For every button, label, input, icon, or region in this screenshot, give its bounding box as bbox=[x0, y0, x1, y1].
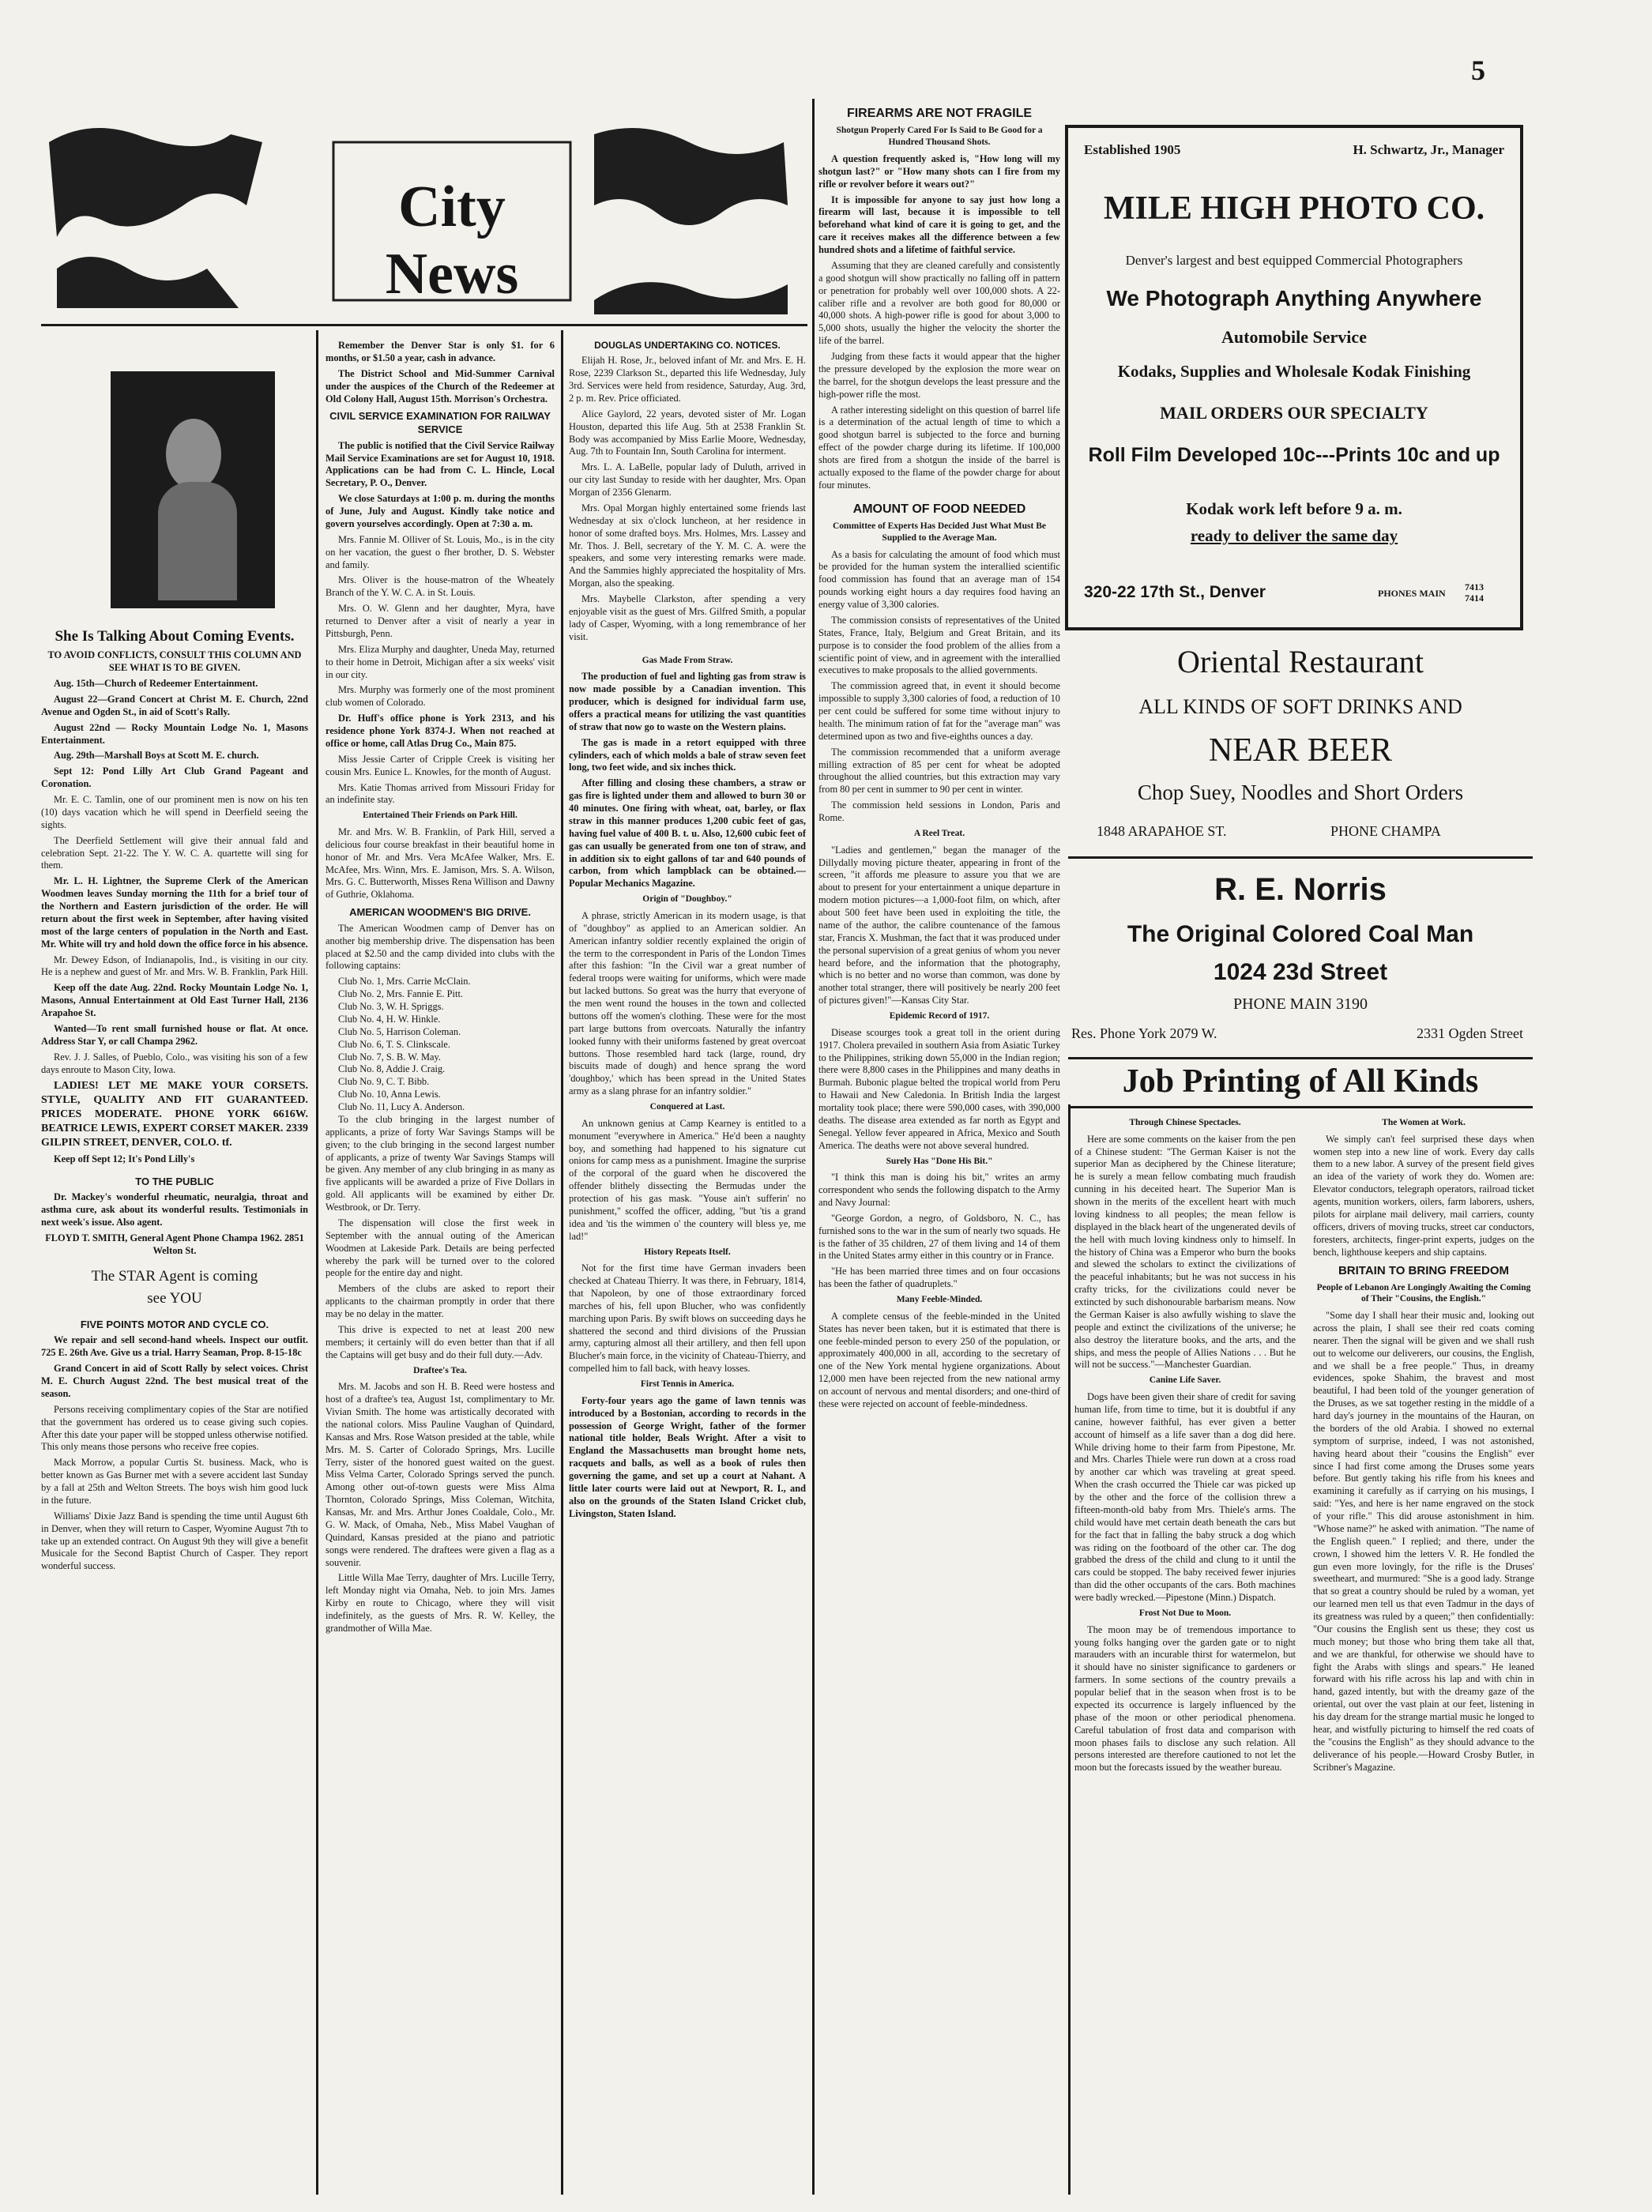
ad-oriental-line1: ALL KINDS OF SOFT DRINKS AND bbox=[1138, 695, 1462, 718]
event-item: Aug. 29th—Marshall Boys at Scott M. E. church. bbox=[54, 750, 259, 762]
masthead-scroll-bottom bbox=[57, 257, 239, 308]
ad-photo-tagline: Denver's largest and best equipped Commercial Photographers bbox=[1125, 253, 1463, 268]
renew-notice: Remember the Denver Star is only $1. for 6 months, or $1.50 a year, cash in advance. bbox=[326, 340, 555, 363]
photo-figure bbox=[166, 419, 221, 490]
huff-notice: Dr. Huff's office phone is York 2313, and his residence phone York 8374-J. When not reached at office or home, call Atlas Drug Co., Main 875. bbox=[326, 713, 555, 749]
ad-oriental-line2: NEAR BEER bbox=[1208, 732, 1393, 769]
dough-body: A phrase, strictly American in its modern usage, is that of "doughboy" as applied to an American soldier. An American infantry soldier recently explained the origin of the term to the correspondent in Paris of the London Times after this fashion: "In the Civil war a great number of federal troops were waiting for uniforms, which were made but lacked buttons. So great was the hurry that everyone of the men went round the houses in the town and collected buttons off the women's clothing. These were for the most part large buttons from overcoats. Naturally the infantry looked funny with their uniforms fastened by great overcoat buttons. Those resembled hard tack (large, round, dry biscuits made of dough) and hence sprang the word 'doughboy,' which has been spread in the United States army as a slang phrase for an infantry soldier." bbox=[569, 909, 806, 1097]
bit-heading: Surely Has "Done His Bit." bbox=[886, 1156, 993, 1166]
food-heading: AMOUNT OF FOOD NEEDED bbox=[852, 502, 1026, 516]
ad-photo-phones-label: PHONES MAIN bbox=[1378, 588, 1446, 599]
entertained-body: Mr. and Mrs. W. B. Franklin, of Park Hill, served a delicious four course breakfast in their beautiful home in honor of Mr. and Mrs. Vera McAfee Walker, Mrs. E. McAfee, Mrs. Winn, Mrs. E. Jamison, Mrs. S. A. Wilson, Mrs. G. C. Butterworth, Misses Rena Willison and Dawny of Guthrie, Oklahoma. bbox=[326, 826, 555, 901]
masthead-scroll-right bbox=[594, 128, 788, 225]
news-item: Mrs. Oliver is the house-matron of the Wheately Branch of the Y. W. C. A. in St. Louis. bbox=[326, 574, 555, 599]
news-item: Williams' Dixie Jazz Band is spending the time until August 6th in Denver, when they will return to Casper, Wyomine August 7th to take up an extended contract. On August 9th they will give a benefit Musicale for the Second Baptist Church of Casper. They report wonderful success. bbox=[41, 1510, 308, 1572]
star-agent-line1: The STAR Agent is coming bbox=[91, 1267, 258, 1285]
photo-figure-body bbox=[158, 482, 237, 600]
woodmen-body: Members of the clubs are asked to report their applicants to the chairman promptly in order that there may be no delay in the matter. bbox=[326, 1283, 555, 1320]
obituary: Elijah H. Rose, Jr., beloved infant of Mr. and Mrs. E. H. Rose, 2239 Clarkson St., departed this life Wednesday, July 3rd. Services were held from residence, Saturday, Aug. 3rd, 2 p. m. Rev. Price officiated. bbox=[569, 355, 806, 404]
ad-photo-ready: ready to deliver the same day bbox=[1190, 526, 1398, 545]
ad-norris-line2: 1024 23d Street bbox=[1213, 959, 1388, 985]
ad-photo-kodak-work: Kodak work left before 9 a. m. bbox=[1186, 499, 1402, 518]
woodmen-body: To the club bringing in the largest number of applicants, a prize of forty War Savings Stamps will be given; to the club bringing in the second largest number of applicants, a prize of twenty War Savings Stamps will be given. Any member of any club bringing in as many as five applicants will be awarded a prize of Five Dollars in gold. All applicants will be examined by either Dr. Westbrook, or Dr. Terry. bbox=[326, 1113, 555, 1213]
ad-oriental-line3: Chop Suey, Noodles and Short Orders bbox=[1137, 781, 1464, 804]
photo bbox=[111, 371, 275, 608]
epi-body: Disease scourges took a great toll in the orient during 1917. Cholera prevailed in southern Asia from Asiatic Turkey to the Philippines, striking down 55,000 in the Indian region; there were 8,800 cases in the Philippines and many deaths in Burmah. Bubonic plague belted the tropical world from Peru to Hawaii and New Caledonia. In British India the largest mortality took place; there were 590,000 cases, with 390,000 deaths. The disease area extended as far north as Egypt and Senegal. Yellow fever appeared in Africa, Mexico and South America. The deaths were not above several hundred. bbox=[818, 1026, 1060, 1151]
news-item: Mack Morrow, a popular Curtis St. business. Mack, who is better known as Gas Burner met with a severe accident last Sunday by a fall at 25th and Welton Streets. The boys wish him good luck in the future. bbox=[41, 1457, 308, 1506]
ad-mile-high-photo bbox=[1065, 125, 1523, 630]
britain-sub: People of Lebanon Are Longingly Awaiting the Coming of Their "Cousins, the English." bbox=[1316, 1282, 1531, 1304]
bit-body: "He has been married three times and on four occasions has been the father of quadruplets." bbox=[818, 1266, 1060, 1290]
ad-photo-name: MILE HIGH PHOTO CO. bbox=[1103, 190, 1485, 227]
bit-body: "George Gordon, a negro, of Goldsboro, N. C., has furnished sons to the war in the sum of nearly two squads. He is the father of 35 children, 27 of them living and 14 of them in the United States army either in this country or in France. bbox=[818, 1212, 1060, 1262]
epi-heading: Epidemic Record of 1917. bbox=[889, 1011, 990, 1021]
firearms-body: A rather interesting sidelight on this question of barrel life is a determination of the actual length of time to which a good shotgun barrel is subjected to the force and burning effect of the powder charge during its lifetime. If 100,000 shots are fired from a shotgun the inside of the barrel is actually exposed to the flame of the powder charge for about four minutes. bbox=[818, 404, 1060, 491]
event-item: Aug. 15th—Church of Redeemer Entertainment. bbox=[54, 678, 258, 690]
woodmen-body: This drive is expected to net at least 200 new members; it certainly will do even better than that if all the Captains will get busy and do their full duty.—Adv. bbox=[326, 1323, 555, 1360]
ad-norris-phone: PHONE MAIN 3190 bbox=[1233, 995, 1368, 1013]
douglas-heading: DOUGLAS UNDERTAKING CO. NOTICES. bbox=[594, 340, 781, 351]
women-heading: The Women at Work. bbox=[1382, 1118, 1466, 1127]
club-item: Club No. 2, Mrs. Fannie E. Pitt. bbox=[338, 988, 463, 1000]
news-item: The Deerfield Settlement will give their annual fald and celebration Sept. 21-22. The Y. W. C. A. quartette will sing for them. bbox=[41, 834, 308, 871]
photo-caption-title: She Is Talking About Coming Events. bbox=[55, 628, 295, 645]
news-item: Mr. L. H. Lightner, the Supreme Clerk of the American Woodmen leaves Sunday morning the 11th for a brief tour of the Northern and Eastern jurisdiction of the order. He will return about the first week in September, after having visited most of the large centers of population in the North and East. Mr. White will try and hold down the office force in his absence. bbox=[41, 875, 308, 950]
ad-rule bbox=[1068, 856, 1533, 859]
britain-body: "Some day I shall hear their music and, looking out across the plain, I shall see their red coats coming nearer. Then the signal will be given and we shall rush out to welcome our deliverers, our cousins, the English, and we shall be a free people." Thus, in dreamy evidences, spoke Shahim, the bravest and most beautiful, I had been told of the younger generation of the Druses, as we sat together resting in the middle of a hard day's journey in the mountains of the Hauran, on the borders of the old Arabia. I showed no external symptom of surprise, indeed, I was not astonished, having heard about their "cousins the English" ever since I had first come among the Druses some years before. But gently taking his rifle from his knees and examining it carefully as if carrying on his musings, I said: "Yes, and here is her name engraved on the stock of your rifle." This did arouse astonishment in him. "Whose name?" he asked with animation. "The name of the English queen." I replied; and there, under the crown, I showed him the letters V. R. He fondled the gun even more lovingly, for the rifle is the Druses' sweetheart, and murmured: "She is a good lady. Strange that so great a country should be ruled by a woman, yet our learned men tell us that even Tadmur in the days of its greatness was ruled by a queen;" then confidentially: "Our cousins the English sent us these; they cost us much money; but those who bring them take all that, and we are thankful, for otherwise we should have to fight the Arabs with slings and spears." He leaned forward with his rifle across his lap and with chin in hand, gazed intently, but with the dreamy gaze of the oriental, out over the vast plain at our feet, listening in his day dream for the strange martial music he longed to hear, and wistfully picturing to himself the red coats of the "cousins the English" as they should advance to the deliverance of his people.—Howard Crosby Butler, in Scribner's Magazine. bbox=[1313, 1310, 1534, 1773]
page-number: 5 bbox=[1471, 55, 1485, 86]
column-rule-1 bbox=[316, 330, 318, 2195]
tennis-body: Forty-four years ago the game of lawn tennis was introduced by a Bostonian, according to records in the possession of George Wright, father of the former national title holder, Beals Wright. After a visit to England the Massachusetts man brought home nets, racquets and balls, as well as a book of rules then governing the game, and set up a court at Nahant. A little later courts were laid out at Newport, R. I., and also on the grounds of the Staten Island Cricket club, Livingston, Staten Island. bbox=[569, 1394, 806, 1519]
tennis-heading: First Tennis in America. bbox=[640, 1379, 735, 1390]
masthead-rule bbox=[41, 324, 807, 326]
food-sub: Committee of Experts Has Decided Just What Must Be Supplied to the Average Man. bbox=[832, 521, 1046, 543]
ad-oriental-phone: PHONE CHAMPA bbox=[1330, 823, 1441, 839]
ad-photo-auto: Automobile Service bbox=[1221, 327, 1367, 347]
canine-heading: Canine Life Saver. bbox=[1149, 1375, 1221, 1386]
notice: TO AVOID CONFLICTS, CONSULT THIS COLUMN AND SEE WHAT IS TO BE GIVEN. bbox=[47, 649, 302, 674]
firearms-body: It is impossible for anyone to say just how long a firearm will last, because it is impossible to tell beforehand what kind of care it is going to get, and the care it receives makes all the difference between a few hundred shots and a lifetime of faithful service. bbox=[818, 194, 1060, 256]
column-6 bbox=[1313, 1115, 1534, 2196]
district-notice: The District School and Mid-Summer Carnival under the auspices of the Church of the Redeemer at Old Colony Hall, August 15th. Morrison's Orchestra. bbox=[326, 367, 555, 404]
news-item: Mrs. Opal Morgan highly entertained some friends last Wednesday at six o'clock luncheon, at her residence in honor of some drafted boys. Mrs. Holmes, Mrs. Lassey and Mr. Thos. J. Bell, secretary of the Y. M. C. A. were the speakers, and some very interesting remarks were made. And the Sammies highly appreciated the hospitality of Mrs. Morgan, also the speaking. bbox=[569, 502, 806, 589]
club-item: Club No. 9, C. T. Bibb. bbox=[338, 1076, 430, 1088]
obituary: Alice Gaylord, 22 years, devoted sister of Mr. Logan Houston, departed this life Aug. 5th at 2538 Franklin St. Body was accompanied by Miss Earlie Moore, Wednesday, Aug. 7th to Fountain Inn, South Carolina for interment. bbox=[569, 408, 806, 457]
news-item: Mrs. L. A. LaBelle, popular lady of Duluth, arrived in our city last Sunday to reside with her daughter, Mrs. Opan Morgan of 2356 Glenarm. bbox=[569, 461, 806, 498]
news-item: Mr. Dewey Edson, of Indianapolis, Ind., is visiting in our city. He is a nephew and guest of Mr. and Mrs. W. B. Franklin, Park Hill. bbox=[41, 954, 308, 978]
tea-body: Mrs. M. Jacobs and son H. B. Reed were hostess and host of a draftee's tea, August 1st, complimentary to Mr. Vivian Smith. The home was artistically decorated with the national colors. Miss Pauline Vaughan of Quindard, Kansas and Mrs. Rose Watson presided at the table, while Mrs. M. S. Carter of Colorado Springs, Mrs. Lucille Terry, sister of the honored guest waited on the guest. Miss Velma Carter, Colorado Springs served the punch. Among other out-of-town guests were Miss Alma Thornton, Colorado Springs, Miss Coleman, Witchita, Kansas, Mr. and Mrs. Arthur Jones Coaldale, Colo., Mr. G. W. Mack, of Omaha, Neb., Miss Mabel Vaughan of Quindard, Kansas presided at the piano and patriotic songs were rendered. The draftees were given a flag as a souvenir. bbox=[326, 1381, 555, 1568]
moon-heading: Frost Not Due to Moon. bbox=[1138, 1608, 1232, 1618]
masthead bbox=[41, 111, 796, 318]
ad-norris-res-addr: 2331 Ogden Street bbox=[1417, 1025, 1523, 1041]
news-item: Mrs. Murphy was formerly one of the most prominent club women of Colorado. bbox=[326, 684, 555, 709]
ad-norris-line1: The Original Colored Coal Man bbox=[1127, 921, 1474, 947]
club-item: Club No. 8, Addie J. Craig. bbox=[338, 1063, 446, 1075]
firearms-body: Assuming that they are cleaned carefully and consistently a good shotgun will show practically no falling off in pattern or penetration for probably well over 100,000 shots. A 22-caliber rifle and a revolver are both good for 80,000 or 40,000 shots. A high-power rifle is good for about 3,000 to 5,000 shots, usually the higher the velocity the shorter the life of the barrel. bbox=[818, 259, 1060, 347]
masthead-title: City News bbox=[385, 175, 519, 307]
ad-rule bbox=[1068, 1106, 1533, 1108]
hist-heading: History Repeats Itself. bbox=[644, 1247, 731, 1257]
food-body: The commission consists of representatives of the United States, France, Italy, Belgium and Great Britain, and its purpose is to consider the food problem of the allies from a scientific point of view, and in agreement with the interallied executives to make proposals to the allied governments. bbox=[818, 614, 1060, 676]
corset-ad: LADIES! LET ME MAKE YOUR CORSETS. STYLE, QUALITY AND FIT GUARANTEED. PRICES MODERATE. PHONE YORK 6616W. BEATRICE LEWIS, EXPERT CORSET MAKER. 2339 GILPIN STREET, DENVER, COLO. tf. bbox=[41, 1080, 308, 1149]
bit-body: "I think this man is doing his bit," writes an army correspondent who sends the following dispatch to the Army and Navy Journal: bbox=[818, 1172, 1060, 1208]
tea-body: Little Willa Mae Terry, daughter of Mrs. Lucille Terry, left Monday night via Omaha, Neb. to join Mrs. James Kirby en route to Chicago, where they will visit indefinitely, as the guests of Mrs. R. W. Kelley, the grandmother of Willa Mae. bbox=[326, 1572, 555, 1634]
motor-co-body: We repair and sell second-hand wheels. Inspect our outfit. 725 E. 26th Ave. Give us a trial. Harry Seaman, Prop. 8-15-18c bbox=[41, 1334, 308, 1359]
women-body: We simply can't feel surprised these days when women step into a new line of work. Every day calls them to a new labor. A survey of the present field gives an idea of the variety of work they do. Women are: Elevator conductors, telegraph operators, railroad ticket agents, munition workers, oilers, farm laborers, ushers, pilots for airplane mail delivery, mail carriers, county officers, drivers of moving trucks, street car conductors, foresters, architects, finger-print experts, judges on the bench, lighthouse keepers and ship captains. bbox=[1313, 1133, 1534, 1258]
reel-body: "Ladies and gentlemen," began the manager of the Dillydally moving picture theater, appearing in front of the screen, "it affords me pleasure to assure you that we are about to present for your entertainment a unique departure in modern motion pictures—a 1,000-foot film, on which, after about 500 feet have been used in exploiting the title, the name of the author, the calibre countenance of the famous star, Francis X. Mushman, the fact that it was produced under the personal supervision of a great genius of whom you never heard before, and the information that the photography, which is no better and no worse than common, was done by another total stranger, there will positively be nearly 200 feet of pictures given!"—Kansas City Star. bbox=[818, 844, 1060, 1006]
ad-rule bbox=[1068, 1057, 1533, 1059]
ad-photo-mail: MAIL ORDERS OUR SPECIALTY bbox=[1160, 403, 1428, 423]
column-4 bbox=[818, 101, 1060, 2196]
column-3 bbox=[569, 335, 806, 2196]
conq-body: An unknown genius at Camp Kearney is entitled to a monument "everywhere in America." He'd been a naughty boy, and something had happened to his signature cut onions for camp mess as a punishment. Imagine the surprise of the corporal of the guard when he discovered the offender blithely dissecting the Bermudas under the protection of his gas mask. "Youse ain't sufferin' no punishment," scoffed the officer, adding, "but 'tis a grand idea and 'tis the wimmen o' the countery will bless ye, me lad!" bbox=[569, 1117, 806, 1242]
news-item: Mr. E. C. Tamlin, one of our prominent men is now on his ten (10) days vacation which he will spend in Deerfield seeing the sights. bbox=[41, 794, 308, 830]
civil-body: The public is notified that the Civil Service Railway Mail Service Examinations are set for August 10, 1918. Applications can be had from C. L. Hincle, Local Secretary, P. O., Denver. bbox=[326, 439, 555, 489]
canine-body: Dogs have been given their share of credit for saving human life, from time to time, but it is doubtful if any canine, however faithful, has ever given a better account of himself as a life saver than a dog did here. While driving home to their farm from Pipestone, Mr. and Mrs. Charles Thiele were run down at a cross road by another car which was traveling at great speed. When the crash occurred the Thiele car was picked up by the other and the force of the collision threw a fifteen-month-old baby from Mrs. Thiele's arms. The child would have met certain death beneath the cars but for the fact that in falling the baby struck a dog which was riding on the footboard of the other car. The dog grabbed the dress of the child and clung to it until the cars could be stopped. The baby received fewer injuries than did the other occupants of the cars. Both machines were badly wrecked.—Pipestone (Minn.) Dispatch. bbox=[1074, 1391, 1296, 1604]
motor-co-heading: FIVE POINTS MOTOR AND CYCLE CO. bbox=[80, 1318, 269, 1330]
gas-body: The gas is made in a retort equipped with three cylinders, each of which molds a bale of straw seven feet long, two feet wide, and six inches thick. bbox=[569, 736, 806, 773]
woodmen-body: The American Woodmen camp of Denver has on another big membership drive. The dispensation has been placed at $2.50 and the camp divided into clubs with the following captains: bbox=[326, 922, 555, 972]
food-body: The commission held sessions in London, Paris and Rome. bbox=[818, 799, 1060, 824]
news-item: Persons receiving complimentary copies of the Star are notified that the government has ordered us to cease giving such copies. After this date your paper will be stopped unless otherwise notified. This only means those persons who receive free copies. bbox=[41, 1403, 308, 1453]
news-item: Miss Jessie Carter of Cripple Creek is visiting her cousin Mrs. Eunice L. Knowles, for the month of August. bbox=[326, 753, 555, 777]
club-list bbox=[338, 976, 555, 1114]
firearms-sub: Shotgun Properly Cared For Is Said to Be Good for a Hundred Thousand Shots. bbox=[836, 126, 1043, 148]
star-agent-line2: see YOU bbox=[147, 1290, 202, 1307]
news-item: Mrs. Maybelle Clarkston, after spending a very enjoyable visit as the guest of Mrs. Gilfred Smith, a popular lady of Casper, Wyoming, with a long remembrance of her visit. bbox=[569, 593, 806, 642]
gas-body: The production of fuel and lighting gas from straw is now made possible by a Canadian invention. This producer, which is designed for individual farm use, offers a practical means for utilizing the vast quantities of straw that now go to waste on the Western plains. bbox=[569, 671, 806, 732]
to-public-signature: FLOYD T. SMITH, General Agent Phone Champa 1962. 2851 Welton St. bbox=[45, 1232, 304, 1256]
dough-heading: Origin of "Doughboy." bbox=[642, 894, 732, 905]
food-body: The commission agreed that, in event it should become impossible to supply 3,300 calories of food, a reduction of 10 per cent could be suffered for some time without injury to health. The minimum ration of fat for the "average man" was determined upon as two and five-eighths ounces a day. bbox=[818, 680, 1060, 742]
ad-photo-slogan: We Photograph Anything Anywhere bbox=[1106, 286, 1482, 310]
firearms-body: A question frequently asked is, "How long will my shotgun last?" or "How many shots can I fire from my rifle or revolver before it wears out?" bbox=[818, 152, 1060, 190]
news-item: Mrs. Fannie M. Olliver of St. Louis, Mo., is in the city on her vacation, the guest o fher brother, D. S. Webster and family. bbox=[326, 533, 555, 570]
column-5 bbox=[1074, 1115, 1296, 2196]
ad-oriental-name: Oriental Restaurant bbox=[1176, 644, 1424, 679]
club-item: Club No. 7, S. B. W. May. bbox=[338, 1051, 442, 1063]
news-item: Keep off the date Aug. 22nd. Rocky Mountain Lodge No. 1, Masons, Annual Entertainment at Old East Turner Hall, 2136 Arapahoe St. bbox=[41, 982, 308, 1019]
conq-heading: Conquered at Last. bbox=[649, 1102, 725, 1112]
event-item: Sept 12: Pond Lilly Art Club Grand Pageant and Coronation. bbox=[41, 766, 308, 790]
spect-body: Here are some comments on the kaiser from the pen of a Chinese student: "The German Kaiser is not the superior Man as deciphered by the Chinese literature; he is surely a mean fellow combating much fraudish cunning in his deceited heart. The Superior Man is shown in the merits of the excellent heart with much loving kindness to all peoples; the mean fellow is displayed in the black heart of the ungenerated devils of the hell with much loving kindness only to himself. In the history of China was a Emperor who burn the books and slewed the scholars to extinct the civilizations of the peaceful inhabitants; but he was not success in his crafty tricks, for the civilizations could never be extincted by such dishonourable barbarism means. Now the German Kaiser is also awfully wishing to slave the people and extinct the civilizations of the universe; he also destroy the literature books, and the arts, and the ships, and mess the people of Allies Nations . . . But he will not be success."—Manchester Guardian. bbox=[1074, 1133, 1296, 1371]
ad-established: Established 1905 bbox=[1084, 142, 1181, 157]
entertained-heading: Entertained Their Friends on Park Hill. bbox=[363, 811, 517, 821]
club-item: Club No. 10, Anna Lewis. bbox=[338, 1089, 441, 1100]
to-public-body: Dr. Mackey's wonderful rheumatic, neuralgia, throat and asthma cure, ask about its wonderful results. Testimonials in next week's issue. Also agent. bbox=[41, 1191, 308, 1228]
firearms-heading: FIREARMS ARE NOT FRAGILE bbox=[846, 107, 1033, 120]
reel-heading: A Reel Treat. bbox=[913, 828, 965, 838]
club-item: Club No. 6, T. S. Clinkscale. bbox=[338, 1038, 451, 1050]
feeble-body: A complete census of the feeble-minded in the United States has never been taken, but it is estimated that there is one feeble-minded person to every 250 of the population, or approximately 400,000 in all, according to the secretary of one of the New York mental hygiene organizations. About 12,000 men have been rejected from the new national army on account of nervous and mental disorders; and one-third of these were rejected on account of feeble-mindedness. bbox=[818, 1310, 1060, 1409]
to-public-heading: TO THE PUBLIC bbox=[135, 1175, 214, 1187]
ad-norris-res: Res. Phone York 2079 W. bbox=[1071, 1025, 1217, 1041]
news-item: Grand Concert in aid of Scott Rally by select voices. Christ M. E. Church August 22nd. The best musical treat of the season. bbox=[41, 1363, 308, 1399]
spect-heading: Through Chinese Spectacles. bbox=[1129, 1118, 1241, 1127]
ad-manager: H. Schwartz, Jr., Manager bbox=[1353, 142, 1504, 157]
news-item: Rev. J. J. Salles, of Pueblo, Colo., was visiting his son of a few days enroute to Mason City, Iowa. bbox=[41, 1051, 308, 1075]
ad-norris-name: R. E. Norris bbox=[1214, 872, 1387, 907]
club-item: Club No. 1, Mrs. Carrie McClain. bbox=[338, 976, 471, 988]
column-rule-3 bbox=[812, 99, 815, 2195]
event-item: August 22nd — Rocky Mountain Lodge No. 1, Masons Entertainment. bbox=[41, 721, 308, 746]
news-item: Mrs. Eliza Murphy and daughter, Uneda May, returned to their home in Detroit, Michigan after a six weeks' visit in our city. bbox=[326, 643, 555, 680]
star-agent bbox=[41, 1266, 308, 1311]
masthead-scroll-left bbox=[49, 128, 262, 237]
ad-norris bbox=[1068, 869, 1533, 1059]
ad-photo-kodaks: Kodaks, Supplies and Wholesale Kodak Finishing bbox=[1117, 362, 1471, 381]
moon-body: The moon may be of tremendous importance to young folks hanging over the garden gate or to night marauders with an incurable thirst for watermelon, but it should have no sinister significance to gardeners or farmers. In some sections of the country prevails a popular belief that in the season when frost is to be expected its occurrence is largely influenced by the phase of the moon or other periodical phenomena. Careful tabulation of frost data and comparison with moon phases fails to disclose any such relation. All persons interested are therefore cautioned to not let the moon but the forecasts issued by the weather bureau. bbox=[1074, 1623, 1296, 1774]
masthead-scroll-bottom-right bbox=[594, 282, 788, 314]
tea-heading: Draftee's Tea. bbox=[413, 1365, 467, 1375]
event-item: August 22—Grand Concert at Christ M. E. Church, 22nd Avenue and Ogden St., in aid of Scott's Rally. bbox=[41, 693, 308, 717]
news-item: Mrs. Katie Thomas arrived from Missouri Friday for an indefinite stay. bbox=[326, 781, 555, 806]
news-item: Mrs. O. W. Glenn and her daughter, Myra, have returned to Denver after a visit of nearly a year in Pittsburgh, Penn. bbox=[326, 603, 555, 639]
column-1 bbox=[41, 623, 308, 2199]
club-item: Club No. 3, W. H. Spriggs. bbox=[338, 1001, 444, 1013]
close-notice: We close Saturdays at 1:00 p. m. during the months of June, July and August. Kindly take notice and govern yourselves accordingly. Open at 7:30 a. m. bbox=[326, 493, 555, 529]
club-item: Club No. 4, H. W. Hinkle. bbox=[338, 1013, 441, 1025]
ad-photo-roll: Roll Film Developed 10c---Prints 10c and up bbox=[1088, 444, 1500, 466]
ad-photo-phones: 7413 7414 bbox=[1465, 581, 1484, 604]
food-body: As a basis for calculating the amount of food which must be provided for the human system the interallied scientific food commission has found that an average man of 154 pounds working eight hours a day requires food having an energy value of 3,300 calories. bbox=[818, 548, 1060, 611]
news-item: Wanted—To rent small furnished house or flat. At once. Address Star Y, or call Champa 2962. bbox=[41, 1022, 308, 1047]
club-item: Club No. 5, Harrison Coleman. bbox=[338, 1025, 461, 1037]
column-rule-4 bbox=[1068, 1104, 1071, 2195]
job-printing: Job Printing of All Kinds bbox=[1122, 1063, 1479, 1100]
hist-body: Not for the first time have German invaders been checked at Chateau Thierry. It was there, in February, 1814, that Napoleon, by one of those extraordinary forced marches of his, fell upon Blucher, who was confidently marching upon Paris. By swift blows on succeeding days he shattered the second and third divisions of the Prussian army, capturing almost all their artillery, and then fell upon Blucher's main force, in the vicinity of Chateau-Thierry, and compelled him to fall back, with heavy losses. bbox=[569, 1262, 806, 1375]
gas-heading: Gas Made From Straw. bbox=[642, 655, 733, 665]
firearms-body: Judging from these facts it would appear that the higher the pressure developed by the explosion the more wear on the barrel, for the shotgun develops the least pressure and the high-power rifle the most. bbox=[818, 351, 1060, 400]
news-item: Keep off Sept 12; It's Pond Lilly's bbox=[54, 1153, 195, 1164]
britain-heading: BRITAIN TO BRING FREEDOM bbox=[1338, 1264, 1510, 1278]
ad-oriental-restaurant bbox=[1068, 638, 1533, 853]
column-rule-2 bbox=[561, 330, 563, 2195]
club-item: Club No. 11, Lucy A. Anderson. bbox=[338, 1101, 465, 1113]
food-body: The commission recommended that a uniform average milling extraction of 85 per cent for wheat be adopted throughout the allied countries, but this extraction may vary from 80 per cent in summer to 90 per cent in winter. bbox=[818, 746, 1060, 796]
ad-photo-address: 320-22 17th St., Denver bbox=[1084, 583, 1266, 601]
woodmen-body: The dispensation will close the first week in September with the annual outing of the American Woodmen at Lakeside Park. Details are being perfected whereby the park will be turned over to the colored people for the entire day and night. bbox=[326, 1217, 555, 1279]
column-2 bbox=[326, 340, 555, 2196]
ad-oriental-address: 1848 ARAPAHOE ST. bbox=[1097, 823, 1227, 839]
woodmen-heading: AMERICAN WOODMEN'S BIG DRIVE. bbox=[349, 906, 531, 919]
gas-body: After filling and closing these chambers, a straw or gas fire is lighted under them and allowed to burn 30 or 40 minutes. One firing with wheat, oat, barley, or flax straw in this manner produces 1,200 cubic feet of gas, having fuel value of 400 B. t. u. Also, 12,600 cubic feet of gas can usually be generated from one ton of straw, and in addition six to eight gallons of tar and 640 pounds of carbon, from which lampblack can be obtained.—Popular Mechanics Magazine. bbox=[569, 777, 806, 890]
feeble-heading: Many Feeble-Minded. bbox=[896, 1295, 983, 1305]
civil-heading: CIVIL SERVICE EXAMINATION FOR RAILWAY SERVICE bbox=[329, 410, 551, 435]
